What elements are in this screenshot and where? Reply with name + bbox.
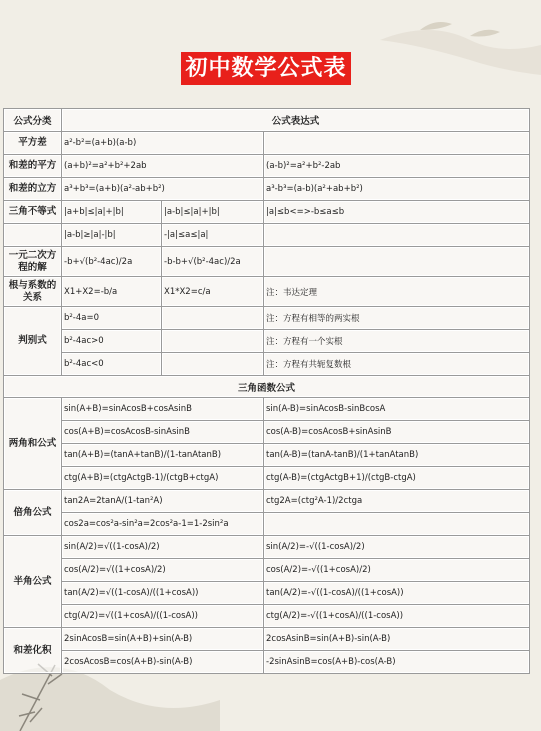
table-row (4, 536, 530, 559)
formula-cell: 注：方程有共轭复数根 (264, 353, 530, 376)
header-row (4, 109, 530, 132)
formula-cell: |a-b|≤|a|+|b| (162, 201, 264, 224)
table-row (4, 277, 530, 307)
formula-cell: cos(A+B)=cosAcosB-sinAsinB (62, 421, 264, 444)
table-row (4, 582, 530, 605)
table-row (4, 628, 530, 651)
formula-cell (162, 330, 264, 353)
formulas-header: 公式表达式 (62, 109, 530, 132)
formula-cell (162, 307, 264, 330)
table-row (4, 307, 530, 330)
table-row (4, 132, 530, 155)
table-row (4, 247, 530, 277)
formula-cell (264, 247, 530, 277)
category-header: 公式分类 (4, 109, 62, 132)
table-row (4, 513, 530, 536)
formula-cell: ctg(A-B)=(ctgActgB+1)/(ctgB-ctgA) (264, 467, 530, 490)
category-label: 和差的立方 (4, 178, 62, 201)
formula-cell: b²-4a=0 (62, 307, 162, 330)
table-row (4, 467, 530, 490)
formula-cell: sin(A/2)=√((1-cosA)/2) (62, 536, 264, 559)
formula-cell: cos(A-B)=cosAcosB+sinAsinB (264, 421, 530, 444)
formula-cell: X1*X2=c/a (162, 277, 264, 307)
formula-cell: -|a|≤a≤|a| (162, 224, 264, 247)
table-row (4, 421, 530, 444)
page-title: 初中数学公式表 (181, 52, 351, 85)
formula-cell: 注：方程有相等的两实根 (264, 307, 530, 330)
formula-cell: ctg2A=(ctg²A-1)/2ctga (264, 490, 530, 513)
formula-cell: |a|≤b<=>-b≤a≤b (264, 201, 530, 224)
category-label: 判别式 (4, 307, 62, 376)
formula-cell: sin(A-B)=sinAcosB-sinBcosA (264, 398, 530, 421)
formula-cell: tan(A/2)=√((1-cosA)/((1+cosA)) (62, 582, 264, 605)
formula-cell: -2sinAsinB=cos(A+B)-cos(A-B) (264, 651, 530, 674)
formula-cell: 2cosAsinB=sin(A+B)-sin(A-B) (264, 628, 530, 651)
formula-cell: tan(A/2)=-√((1-cosA)/((1+cosA)) (264, 582, 530, 605)
table-row (4, 444, 530, 467)
table-row (4, 330, 530, 353)
formula-cell: cos(A/2)=√((1+cosA)/2) (62, 559, 264, 582)
section-row (4, 376, 530, 398)
formula-cell: a³-b³=(a-b)(a²+ab+b²) (264, 178, 530, 201)
formula-cell: b²-4ac<0 (62, 353, 162, 376)
table-row (4, 651, 530, 674)
formula-cell: 2sinAcosB=sin(A+B)+sin(A-B) (62, 628, 264, 651)
formula-cell: cos(A/2)=-√((1+cosA)/2) (264, 559, 530, 582)
category-label: 和差的平方 (4, 155, 62, 178)
formula-cell: a³+b³=(a+b)(a²-ab+b²) (62, 178, 264, 201)
formula-cell (264, 132, 530, 155)
formula-cell (264, 513, 530, 536)
table-row (4, 178, 530, 201)
category-label: 半角公式 (4, 536, 62, 628)
formula-cell: tan(A-B)=(tanA-tanB)/(1+tanAtanB) (264, 444, 530, 467)
formula-cell: 注：韦达定理 (264, 277, 530, 307)
category-label: 根与系数的关系 (4, 277, 62, 307)
table-row (4, 490, 530, 513)
category-label: 一元二次方程的解 (4, 247, 62, 277)
formula-cell: sin(A+B)=sinAcosB+cosAsinB (62, 398, 264, 421)
formula-cell: (a-b)²=a²+b²-2ab (264, 155, 530, 178)
table-row (4, 201, 530, 224)
formula-cell: -b+√(b²-4ac)/2a (62, 247, 162, 277)
formula-cell: b²-4ac>0 (62, 330, 162, 353)
formula-cell: a²-b²=(a+b)(a-b) (62, 132, 264, 155)
formula-cell: ctg(A+B)=(ctgActgB-1)/(ctgB+ctgA) (62, 467, 264, 490)
table-row (4, 398, 530, 421)
table-row (4, 605, 530, 628)
formula-cell: tan(A+B)=(tanA+tanB)/(1-tanAtanB) (62, 444, 264, 467)
table-row (4, 224, 530, 247)
formula-cell: 注：方程有一个实根 (264, 330, 530, 353)
formula-cell (264, 224, 530, 247)
table-row (4, 559, 530, 582)
category-label: 两角和公式 (4, 398, 62, 490)
category-label: 和差化积 (4, 628, 62, 674)
formula-cell: tan2A=2tanA/(1-tan²A) (62, 490, 264, 513)
formula-cell: sin(A/2)=-√((1-cosA)/2) (264, 536, 530, 559)
category-label: 倍角公式 (4, 490, 62, 536)
formula-cell: cos2a=cos²a-sin²a=2cos²a-1=1-2sin²a (62, 513, 264, 536)
formula-cell: |a+b|≤|a|+|b| (62, 201, 162, 224)
formula-cell (162, 353, 264, 376)
trig-section-title: 三角函数公式 (4, 376, 530, 398)
formula-cell: 2cosAcosB=cos(A+B)-sin(A-B) (62, 651, 264, 674)
formula-table (3, 108, 530, 674)
formula-cell: (a+b)²=a²+b²+2ab (62, 155, 264, 178)
category-label: 平方差 (4, 132, 62, 155)
table-row (4, 155, 530, 178)
formula-cell: ctg(A/2)=√((1+cosA)/((1-cosA)) (62, 605, 264, 628)
table-row (4, 353, 530, 376)
formula-cell: X1+X2=-b/a (62, 277, 162, 307)
formula-cell: -b-b+√(b²-4ac)/2a (162, 247, 264, 277)
category-label (4, 224, 62, 247)
category-label: 三角不等式 (4, 201, 62, 224)
formula-cell: |a-b|≥|a|-|b| (62, 224, 162, 247)
formula-cell: ctg(A/2)=-√((1+cosA)/((1-cosA)) (264, 605, 530, 628)
